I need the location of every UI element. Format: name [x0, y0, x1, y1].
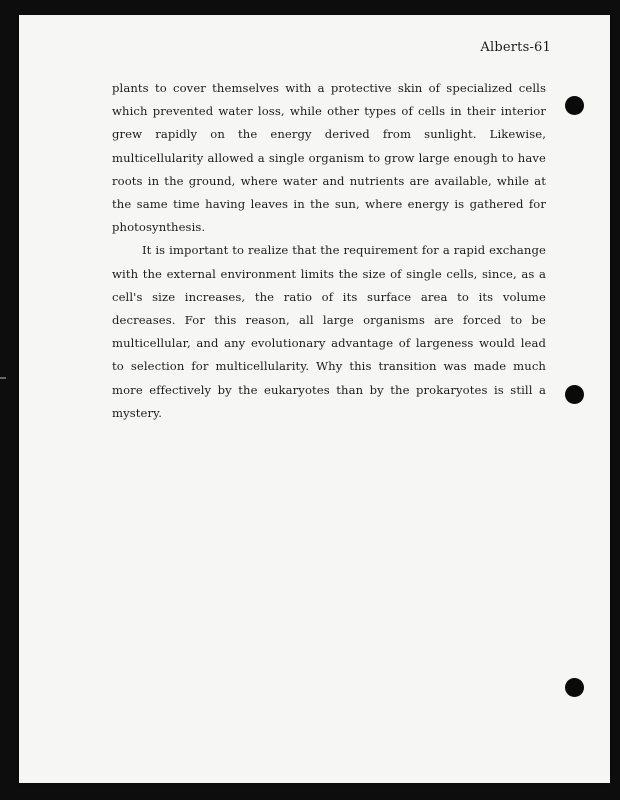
document-page: [19, 15, 610, 783]
body-text: [112, 77, 546, 425]
edge-mark: [0, 377, 6, 379]
binder-hole-middle: [565, 385, 584, 404]
page-identifier: Alberts-61: [480, 40, 551, 55]
paragraph-2: It is important to realize that the requirement for a rapid exchange with the external environment limits the size of single cells, since, as a cell's size increases, the ratio of its surface area to its volume decreases. For this reason, all large organisms are forced to be multicellular, and any evolutionary advantage of largeness would lead to selection for multicellularity. Why this transition was made much more effectively by the eukaryotes than by the prokaryotes is still a mystery.: [112, 243, 546, 420]
binder-hole-top: [565, 96, 584, 115]
paragraph-1: plants to cover themselves with a protective skin of specialized cells which prevented water loss, while other types of cells in their interior grew rapidly on the energy derived from sunlight. Likewise, multicellularity allowed a single organism to grow large enough to have roots in the ground, where water and nutrients are available, while at the same time having leaves in the sun, where energy is gathered for photosynthesis.: [112, 81, 546, 235]
binder-hole-bottom: [565, 678, 584, 697]
